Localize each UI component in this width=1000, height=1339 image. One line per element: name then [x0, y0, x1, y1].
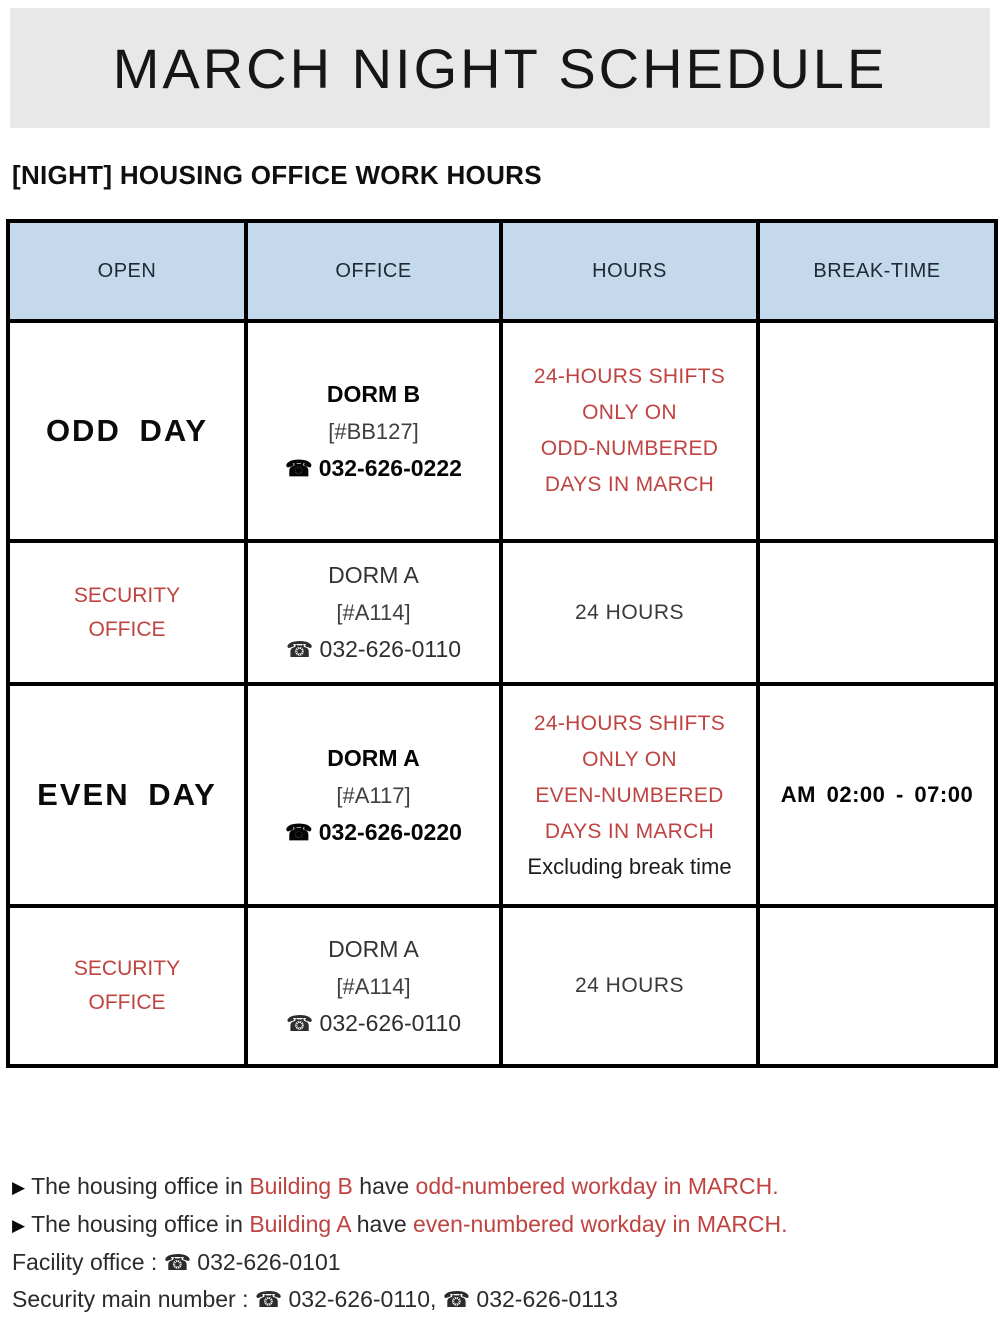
office-phone-line	[248, 631, 499, 668]
note-prefix: The housing office in	[31, 1211, 250, 1237]
hours-exclusion-note: Excluding break time	[527, 854, 732, 879]
break-time-cell-even: AM 02:00 - 07:00	[758, 684, 996, 906]
office-name: DORM A	[327, 744, 420, 771]
table-row-security-2	[8, 906, 996, 1066]
page-title: MARCH NIGHT SCHEDULE	[112, 36, 888, 100]
phone-icon: ☎	[254, 1287, 283, 1312]
column-header-open: OPEN	[8, 221, 246, 321]
office-phone-line	[248, 1005, 499, 1042]
note-prefix: The housing office in	[31, 1173, 250, 1199]
note-highlight: even-numbered workday in MARCH.	[413, 1211, 788, 1237]
phone-icon: ☎	[285, 637, 314, 662]
phone-icon: ☎	[285, 819, 313, 845]
phone-number: 032-626-0110	[319, 1009, 462, 1036]
office-room: [#BB127]	[328, 418, 419, 444]
even-day-label: EVEN DAY	[37, 777, 217, 812]
office-cell-dorm-a-117	[246, 684, 501, 906]
column-header-break-time: BREAK-TIME	[758, 221, 996, 321]
break-time-cell	[758, 541, 996, 684]
hours-cell-even	[501, 684, 758, 906]
table-row-security-1	[8, 541, 996, 684]
security-office-label-line1: SECURITY	[73, 583, 181, 607]
security-office-label-line2: OFFICE	[88, 991, 166, 1014]
table-header-row	[8, 221, 996, 321]
footnotes	[12, 1168, 1000, 1318]
title-banner	[10, 8, 990, 128]
schedule-table	[6, 219, 998, 1068]
hours-text: 24-HOURS SHIFTS	[533, 712, 726, 735]
hours-text: DAYS IN MARCH	[544, 473, 715, 496]
office-phone-line	[248, 814, 499, 851]
office-cell-dorm-b	[246, 321, 501, 541]
contact-facility-office	[12, 1244, 1000, 1281]
hours-text: ODD-NUMBERED	[540, 437, 719, 460]
bullet-icon: ▶	[12, 1178, 26, 1197]
table-row-odd-day	[8, 321, 996, 541]
table-row-even-day	[8, 684, 996, 906]
phone-icon: ☎	[285, 455, 313, 481]
break-time-cell	[758, 906, 996, 1066]
office-phone-line	[248, 450, 499, 487]
bullet-icon: ▶	[12, 1216, 26, 1235]
column-header-hours: HOURS	[501, 221, 758, 321]
open-cell-odd-day	[8, 321, 246, 541]
office-cell-dorm-a-114	[246, 906, 501, 1066]
open-cell-even-day	[8, 684, 246, 906]
hours-text: 24-HOURS SHIFTS	[533, 365, 726, 388]
office-room: [#A114]	[336, 600, 411, 625]
contact-label: Facility office :	[12, 1249, 164, 1275]
note-building: Building A	[249, 1211, 351, 1237]
phone-number: 032-626-0110,	[288, 1286, 437, 1312]
security-office-label-line2: OFFICE	[88, 617, 166, 641]
office-name: DORM A	[328, 935, 419, 962]
hours-cell-odd	[501, 321, 758, 541]
break-time-cell	[758, 321, 996, 541]
phone-number: 032-626-0113	[476, 1286, 618, 1312]
hours-text: EVEN-NUMBERED	[535, 784, 724, 807]
phone-icon: ☎	[285, 1010, 314, 1036]
contact-security-main	[12, 1281, 1000, 1318]
hours-cell-24h: 24 HOURS	[501, 541, 758, 684]
contact-label: Security main number :	[12, 1286, 255, 1312]
office-room: [#A117]	[336, 782, 411, 808]
note-building: Building B	[249, 1173, 353, 1199]
note-building-a	[12, 1206, 1000, 1244]
phone-icon: ☎	[163, 1250, 191, 1275]
odd-day-label: ODD DAY	[45, 413, 209, 448]
security-office-label-line1: SECURITY	[73, 957, 181, 980]
note-highlight: odd-numbered workday in MARCH.	[415, 1173, 779, 1199]
phone-icon: ☎	[442, 1287, 471, 1312]
hours-text: ONLY ON	[582, 401, 677, 424]
hours-text: DAYS IN MARCH	[544, 820, 715, 843]
hours-text: ONLY ON	[582, 748, 677, 771]
office-cell-dorm-a-114	[246, 541, 501, 684]
open-cell-security	[8, 541, 246, 684]
phone-number: 032-626-0110	[319, 636, 462, 662]
phone-number: 032-626-0101	[197, 1249, 341, 1275]
hours-cell-24h: 24 HOURS	[501, 906, 758, 1066]
office-name: DORM A	[328, 562, 419, 588]
column-header-office: OFFICE	[246, 221, 501, 321]
section-subtitle: [NIGHT] HOUSING OFFICE WORK HOURS	[12, 160, 542, 190]
office-name: DORM B	[326, 380, 421, 407]
phone-number: 032-626-0222	[318, 454, 462, 481]
phone-number: 032-626-0220	[318, 818, 462, 845]
note-middle: have	[352, 1173, 416, 1199]
note-building-b	[12, 1168, 1000, 1206]
note-middle: have	[350, 1211, 413, 1237]
open-cell-security	[8, 906, 246, 1066]
office-room: [#A114]	[336, 973, 411, 999]
